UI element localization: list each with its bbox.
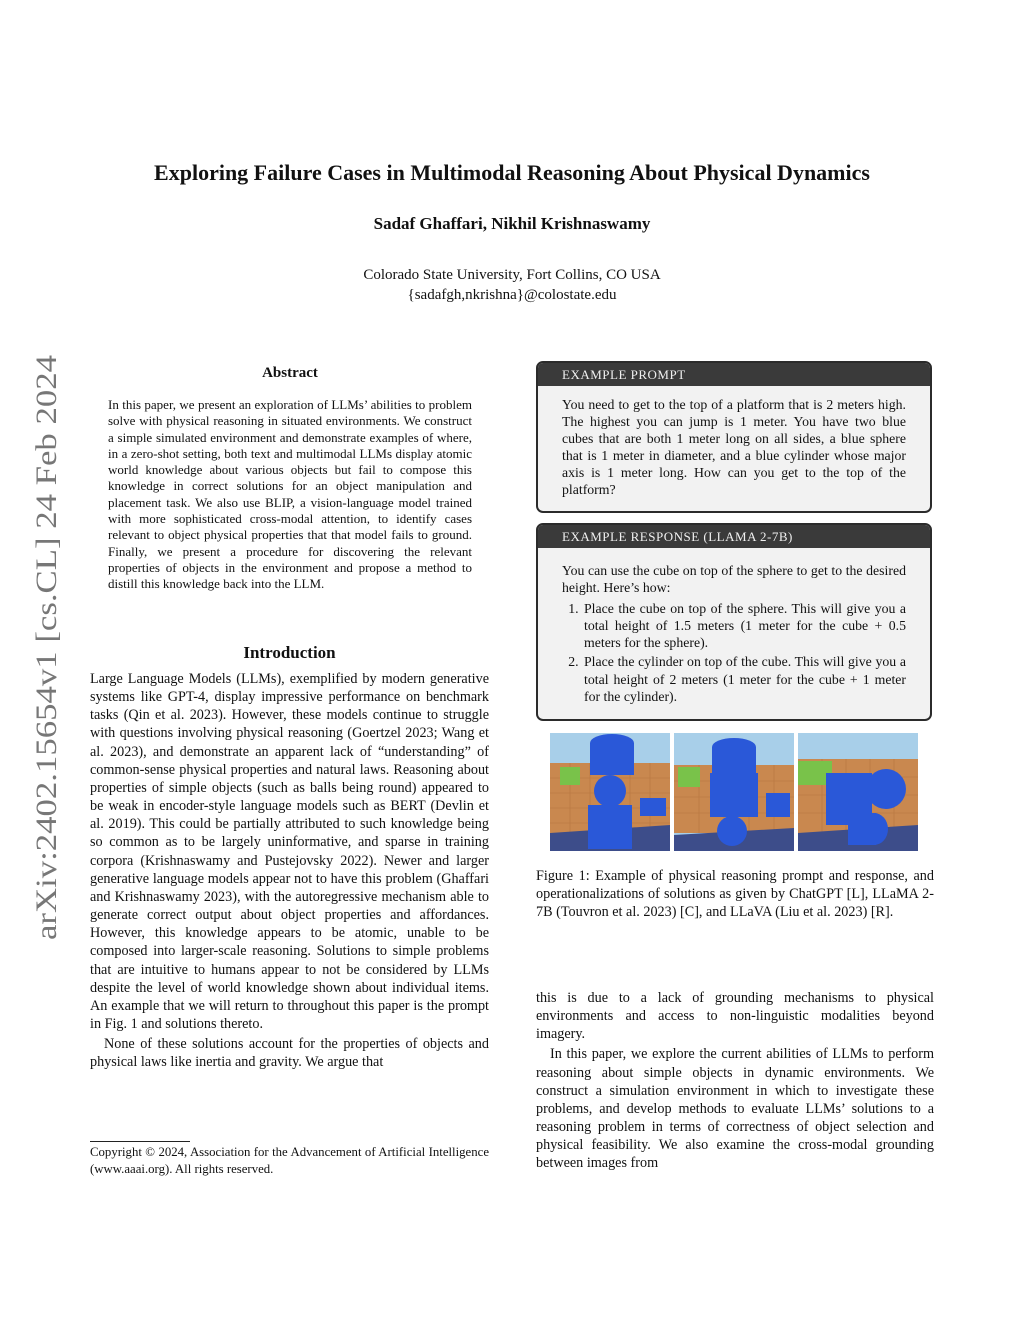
arxiv-stamp-text: arXiv:2402.15654v1 [cs.CL] 24 Feb 2024 [30,435,63,940]
example-response-box [536,523,932,721]
scene-chatgpt-image [550,733,670,851]
example-prompt-box [536,361,932,513]
scene-llama-image [674,733,794,851]
blue-cube [640,798,666,816]
response-step: 2. Place the cylinder on top of the cube. This will give you a total height of 2 meters (1 meter for the cube + 1 meter for the cylinder). [582,653,906,704]
blue-sphere [594,775,626,807]
introduction-heading: Introduction [243,643,336,662]
blue-cylinder [712,747,756,773]
blue-cylinder [590,743,634,775]
affiliation [0,265,1024,305]
blue-cube [588,805,632,849]
left-column-body [90,670,489,1071]
example-prompt-header: EXAMPLE PROMPT [538,363,930,386]
abstract-text: In this paper, we present an exploration of LLMs’ abilities to problem solve with physical reasoning in situated environments. We construct a simple simulated environment and demonstrate examples of where, in a zero-shot setting, both text and multimodal LLMs display atomic world knowledge about various objects but fail to compose this knowledge in correct solutions for an object manipulation and placement task. We also use BLIP, a vision-language model trained with more sophisticated cross-modal attention, to identify cases relevant to object physical properties that that model fails to ground. Finally, we present a procedure for discovering the relevant properties of objects in the environment and propose a method to distill this knowledge back into the LLM. [108,397,472,592]
response-step: 1. Place the cube on top of the sphere. This will give you a total height of 1.5 meters (1 meter for the cube + 0.5 meters for the sphere). [582,600,906,651]
intro-paragraph-3: In this paper, we explore the current abilities of LLMs to perform reasoning about simple objects in dynamic environments. We construct a simulation environment in which to investigate these problems, and develop methods to evaluate LLMs’ solutions to a reasoning problem in terms of correctness of object selection and physical feasibility. We also examine the cross-modal grounding between images from [536,1046,934,1172]
intro-paragraph-continuation: this is due to a lack of grounding mechanisms to physical environments and access to non-linguistic modalities beyond imagery. [536,990,934,1043]
green-platform-block [560,767,580,785]
footnote-divider [90,1141,190,1142]
abstract-heading: Abstract [262,365,318,381]
blue-cube [710,773,758,817]
example-response-intro: You can use the cube on top of the sphere to get to the desired height. Here’s how: [562,563,906,596]
example-prompt-text: You need to get to the top of a platform that is 2 meters high. The highest you can jump is 1 meter. You have two blue cubes that are both 1 meter long on all sides, a blue sphere that is 1 meter in diameter, and a blue cylinder whose major axis is 1 meter long. How can you get to the top of the platform? [562,397,906,498]
blue-cylinder [848,813,876,845]
green-platform-block [678,767,700,787]
figure-1-caption: Figure 1: Example of physical reasoning prompt and response, and operationalizations of solutions as given by ChatGPT [L], LLaMA 2-7B (Touvron et al. 2023) [C], and LLaVA (Liu et al. 2023) [R]. [536,868,934,921]
paper-title: Exploring Failure Cases in Multimodal Reasoning About Physical Dynamics [154,160,870,185]
paper-authors: Sadaf Ghaffari, Nikhil Krishnaswamy [373,214,651,233]
arxiv-stamp [30,355,64,940]
copyright-footnote: Copyright © 2024, Association for the Advancement of Artificial Intelligence (www.aaai.org). All rights reserved. [90,1145,489,1176]
blue-sphere [717,816,747,846]
figure-1-images [550,733,920,851]
right-column-body [536,989,934,1173]
blue-sphere [866,769,906,809]
scene-llava-image [798,733,918,851]
example-response-header: EXAMPLE RESPONSE (LLAMA 2-7B) [538,525,930,548]
example-response-body [538,548,930,705]
affiliation-emails: {sadafgh,nkrishna}@colostate.edu [407,287,617,303]
blue-cube [766,793,790,817]
intro-paragraph-2: None of these solutions account for the properties of objects and physical laws like inertia and gravity. We argue that [90,1036,489,1071]
response-steps-list [562,600,906,705]
affiliation-institution: Colorado State University, Fort Collins, CO USA [363,267,661,283]
intro-paragraph-1: Large Language Models (LLMs), exemplified by modern generative systems like GPT-4, display impressive performance on benchmark tasks (Qin et al. 2023). However, these models continue to struggle with questions involving physical reasoning (Goertzel 2023; Wang et al. 2023), and demonstrate an apparent lack of “understanding” of common-sense physical properties and natural laws. Reasoning about properties of simple objects (such as balls being round) appeared to be weak in encoder-style language models such as BERT (Devlin et al. 2019). This could be partially attributed to such knowledge being so common as to be largely uninformative, and sparse in training corpora (Krishnaswamy and Pustejovsky 2022). Newer and larger generative language models appear not to have this problem (Ghaffari and Krishnaswamy 2023), with the autoregressive mechanism able to generate correct output about object properties and affordances. However, this knowledge appears to be atomic, unable to be composed into larger-scale reasoning. Solutions to simple problems that are intuitive to humans appear to not be considered by LLMs despite the level of world knowledge shown about individual items. An example that we will return to throughout this paper is the prompt in Fig. 1 and solutions thereto. [90,671,489,1032]
